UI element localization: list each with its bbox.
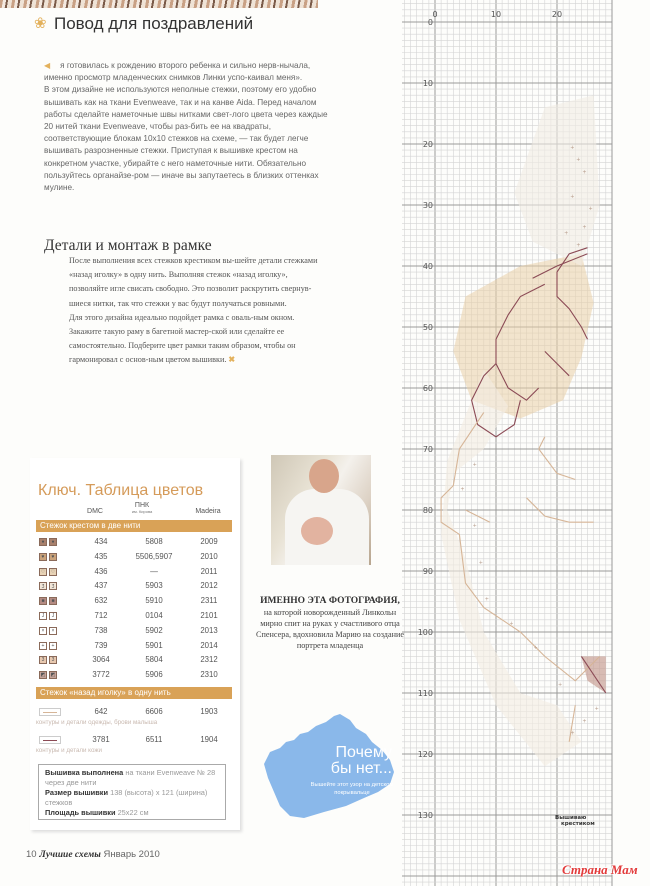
size-value: 138 (высота) х 121 (ширина) стежков [45, 788, 208, 807]
stitch-symbol-icon [39, 597, 59, 605]
page-number: 10 [26, 849, 37, 860]
area-label: Площадь вышивки [45, 808, 116, 817]
color-key-row [36, 639, 232, 654]
backstitch-note: контуры и детали кожи [36, 747, 102, 754]
dmc-value: 642 [94, 707, 108, 716]
symbol-cell: ♥ [49, 553, 57, 561]
stitch-mark: + [570, 730, 575, 737]
symbol-cell: ● [39, 538, 47, 546]
color-key-row [36, 565, 232, 580]
symbol-cell: 3 [39, 656, 47, 664]
details-paragraph-1: После выполнения всех стежков крестиком вы-шейте детали стежками «назад иголку» в одну нить. Выполняя стежок «назад иголку», позволяйте игле свисать свободно. Это позволит раскрутить свернув-шиеся нитки, так что стежки у вас будут получаться ровными. [69, 256, 318, 308]
symbol-cell: J [49, 612, 57, 620]
symbol-cell: ◩ [40, 672, 46, 679]
pnk-value: 0104 [145, 611, 163, 620]
chart-stamp-line1: Вышиваю [555, 815, 587, 821]
body-region [441, 370, 581, 767]
dmc-value: 738 [94, 625, 108, 635]
photo-face [309, 459, 339, 493]
symbol-cell: ♥ [39, 553, 47, 561]
symbol-cell: ♡ [40, 568, 46, 575]
symbol-cell: ʒ [39, 582, 47, 590]
x-tick-label: 20 [551, 10, 563, 19]
dmc-value: 437 [94, 581, 108, 591]
y-tick-label: 100 [417, 628, 433, 637]
pnk-value: 6511 [145, 735, 163, 744]
watermark: Страна Мам [562, 862, 638, 877]
pnk-value: 5808 [145, 537, 163, 546]
stitch-mark: + [484, 596, 490, 603]
section-header [34, 14, 253, 34]
intro-paragraph: В этом дизайне не используются неполные стежки, поэтому его удобно вышивать как на ткани Evenweave, так и на канве Aida. Перед началом работы сделайте наметочные швы нитками свет-лого цвета через каждые 20 нитей ткани Evenweave, чтобы раз-бить ее на квадраты, соответствующие блокам 10х10 стежков на схеме, — так будет легче вышивать разрозненные стежки. Приступая к вышивке крестом на конкретном участке, убирайте с него наметочные нити. Обязательно пользуйтесь органайзе-ром — иначе вы запутаетесь в близких оттенках мулине. [44, 85, 328, 193]
y-tick-label: 90 [422, 567, 433, 576]
photo-caption [255, 595, 405, 651]
stitch-mark: + [570, 145, 575, 151]
chart-stamp [555, 815, 595, 827]
stitch-mark: + [576, 242, 581, 249]
stitch-symbol-icon [39, 627, 59, 635]
madeira-value: 2101 [200, 611, 218, 620]
pnk-value: 5906 [145, 670, 163, 680]
stitch-mark: + [509, 620, 514, 627]
dmc-value: 3772 [92, 670, 110, 680]
dmc-value: 3781 [92, 735, 110, 744]
stitch-symbol-icon [39, 612, 59, 620]
symbol-cell: J [39, 612, 47, 620]
y-tick-label: 50 [422, 323, 433, 332]
issue-date: Январь 2010 [103, 849, 160, 860]
y-tick-label: 70 [422, 445, 433, 454]
column-header-madeira: Madeira [195, 508, 221, 515]
stitch-mark: + [582, 718, 587, 725]
symbol-cell: × [39, 627, 47, 635]
dmc-value: 632 [94, 596, 108, 606]
madeira-value: 2013 [200, 625, 218, 635]
stitch-symbol-icon [39, 568, 59, 576]
pnk-value: — [150, 566, 158, 576]
stitch-mark: + [460, 486, 465, 493]
stitch-mark: + [472, 523, 477, 530]
details-heading: Детали и монтаж в рамке [44, 237, 212, 254]
backstitch-light-swatch [39, 708, 61, 716]
color-key-row [36, 609, 232, 624]
y-tick-label: 60 [422, 384, 433, 393]
column-header-dmc: DMC [87, 508, 103, 515]
y-tick-label: 30 [422, 201, 433, 210]
promo-subtitle: Вышейте этот узор на детском покрывальце [310, 782, 394, 796]
column-header-pnk-sub: им. Кирова [131, 509, 153, 514]
stitch-symbol-icon [39, 642, 59, 650]
intro-text [44, 60, 336, 194]
pnk-value: 5901 [145, 640, 163, 650]
dmc-value: 3064 [92, 655, 110, 665]
stitch-mark: + [582, 224, 587, 231]
color-key-row [36, 653, 232, 668]
symbol-cell: + [39, 642, 47, 650]
size-label: Размер вышивки [45, 788, 109, 797]
color-key-row [36, 668, 232, 683]
pnk-value: 5910 [145, 596, 163, 606]
pnk-value: 5804 [145, 655, 163, 665]
backstitch-row [36, 733, 232, 748]
caption-text: на которой новорожденный Линкольн мирно спит на руках у счастливого отца Спенсера, вдохновила Марию на создание портрета младенца [256, 608, 404, 650]
color-key-row [36, 550, 232, 565]
madeira-value: 2011 [200, 566, 218, 576]
father-baby-photo [271, 455, 371, 565]
stitch-symbol-icon [39, 553, 59, 561]
details-paragraph-2: Для этого дизайна идеально подойдет рамка с оваль-ным окном. Закажите такую раму в багетной мастер-ской или сделайте ее самостоятельно. Подберите цвет рамки таким образом, чтобы он гармонировал с основ-ным цветом вышивки. [69, 312, 296, 365]
y-tick-label: 10 [422, 79, 433, 88]
stitch-mark: + [564, 230, 569, 237]
stitch-mark: + [533, 645, 538, 652]
madeira-value: 2311 [200, 596, 218, 606]
symbol-cell: ♡ [50, 568, 56, 575]
stitch-symbol-icon [39, 656, 59, 664]
symbol-cell: ʒ [49, 582, 57, 590]
cross-stitch-section-bar: Стежок крестом в две нити [36, 520, 232, 532]
stitch-mark: + [582, 169, 587, 176]
dmc-value: 436 [94, 566, 108, 576]
stitch-mark: + [594, 706, 599, 713]
x-tick-label: 0 [432, 10, 438, 19]
intro-quote: я готовилась к рождению второго ребенка и сильно нерв-нычала, именно просмотр младенческих снимков Линки успо-каивал меня». [44, 61, 311, 83]
madeira-value: 2009 [200, 537, 218, 546]
madeira-value: 2014 [200, 640, 218, 650]
pnk-value: 5506,5907 [135, 551, 173, 561]
cross-stitch-chart [400, 0, 650, 886]
symbol-cell: ■ [39, 597, 47, 605]
column-header-pnk [117, 502, 167, 514]
y-tick-label: 80 [422, 506, 433, 515]
stitch-mark: + [576, 157, 581, 164]
promo-title [300, 745, 392, 777]
madeira-value: 2010 [200, 551, 218, 561]
y-tick-label: 130 [417, 811, 433, 820]
page-footer [26, 849, 160, 860]
stitch-symbol-icon [39, 671, 59, 679]
caption-heading: ИМЕННО ЭТА ФОТОГРАФИЯ, [260, 596, 400, 606]
symbol-cell: × [49, 627, 57, 635]
stitch-symbol-icon [39, 582, 59, 590]
madeira-value: 1903 [200, 707, 218, 716]
stitch-mark: + [570, 193, 575, 200]
pnk-value: 5902 [145, 625, 163, 635]
madeira-value: 1904 [200, 735, 218, 744]
backstitch-row [36, 705, 232, 720]
backstitch-section-bar: Стежок «назад иголку» в одну нить [36, 687, 232, 699]
section-title: Повод для поздравлений [54, 14, 254, 33]
symbol-cell: + [49, 642, 57, 650]
pnk-value: 5903 [145, 581, 163, 591]
madeira-value: 2012 [200, 581, 218, 591]
symbol-cell: ■ [49, 597, 57, 605]
details-text [69, 254, 319, 368]
arrow-icon: ◀ [44, 61, 51, 70]
fabric-value: на ткани Evenweave № 28 через две нити [45, 768, 216, 787]
decorative-top-strip [0, 0, 318, 8]
fabric-label: Вышивка выполнена [45, 768, 124, 777]
color-key-row [36, 594, 232, 609]
stitch-mark: + [558, 681, 563, 688]
backstitch-dark-swatch [39, 736, 61, 744]
stitch-symbol-icon [39, 538, 59, 546]
symbol-cell: 3 [49, 656, 57, 664]
stitch-mark: + [472, 462, 477, 469]
y-tick-label: 0 [427, 18, 433, 27]
dmc-value: 739 [94, 640, 108, 650]
y-tick-label: 110 [417, 689, 433, 698]
key-title: Ключ. Таблица цветов [38, 482, 204, 499]
symbol-cell: ◩ [50, 672, 56, 679]
y-tick-label: 40 [422, 262, 433, 271]
chart-stamp-line2: крестиком [561, 821, 595, 827]
dmc-value: 712 [94, 611, 108, 620]
madeira-value: 2310 [200, 670, 218, 680]
promo-title-line1: Почему [335, 744, 392, 761]
embroidery-info-box [38, 764, 226, 820]
photo-baby [301, 517, 333, 545]
backstitch-note: контуры и детали одежды, брови малыша [36, 719, 158, 726]
head-region [514, 95, 599, 266]
madeira-value: 2312 [200, 655, 218, 665]
column-header-pnk-label: ПНК [134, 502, 150, 509]
magazine-name: Лучшие схемы [39, 850, 101, 860]
x-tick-label: 10 [490, 10, 502, 19]
color-key-row [36, 624, 232, 639]
flower-icon: ❀ [34, 15, 47, 32]
stitch-mark: + [588, 206, 593, 212]
stitch-mark: + [478, 559, 483, 566]
end-mark-icon: ✖ [228, 355, 236, 365]
symbol-cell: ● [49, 538, 57, 546]
pnk-value: 6606 [145, 707, 163, 716]
area-value: 25х22 см [117, 808, 149, 817]
y-tick-label: 20 [422, 140, 433, 149]
dmc-value: 434 [94, 537, 108, 546]
color-key-row [36, 535, 232, 550]
promo-title-line2: бы нет... [330, 760, 392, 777]
dmc-value: 435 [94, 551, 108, 561]
color-key-row [36, 579, 232, 594]
y-tick-label: 120 [417, 750, 433, 759]
